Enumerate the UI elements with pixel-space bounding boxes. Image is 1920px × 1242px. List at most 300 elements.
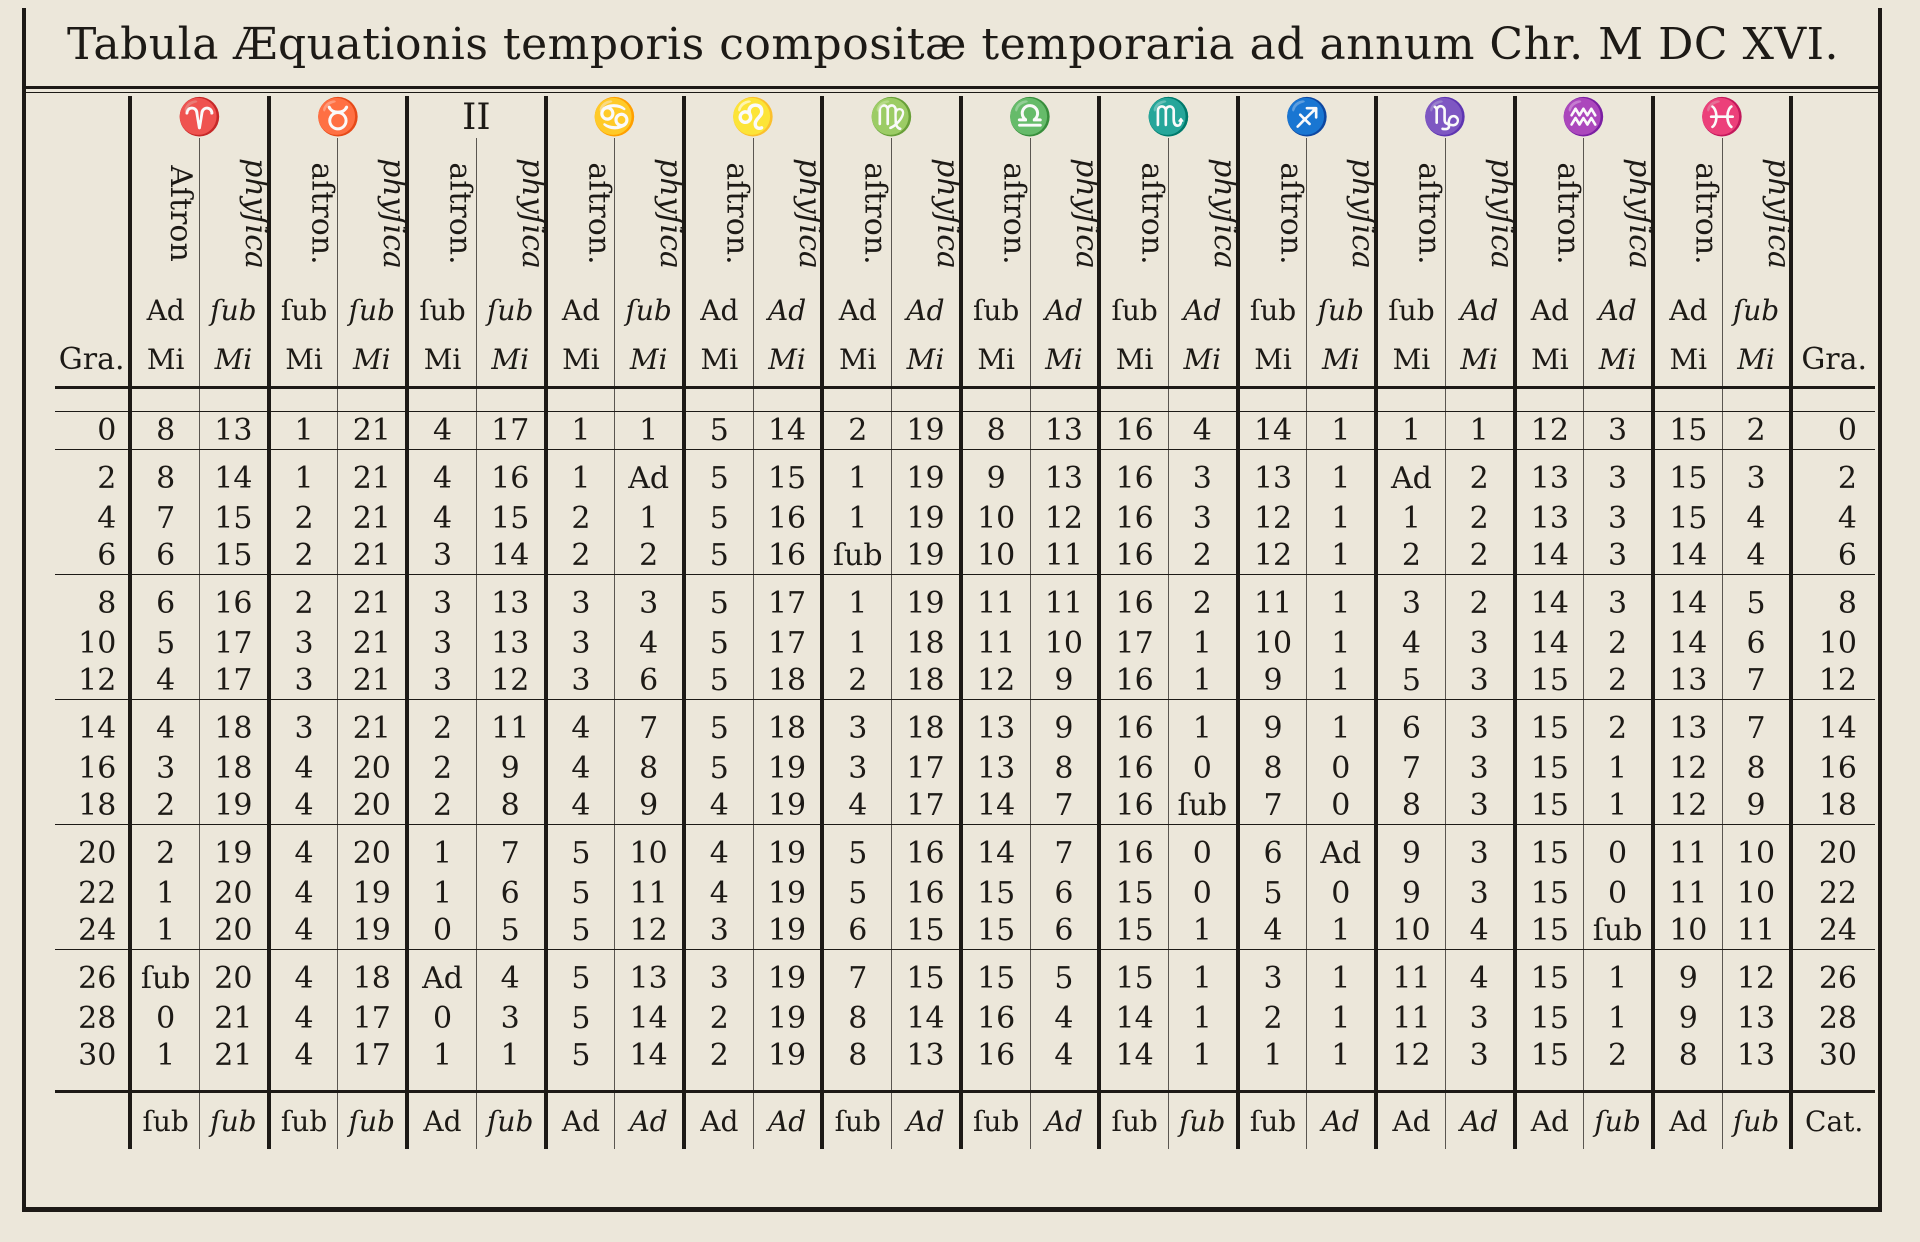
astron-label [1099,138,1168,288]
astron-value: 3 [269,625,338,662]
direction-astron: ſub [961,288,1030,332]
spacer-cell [961,1074,1030,1092]
physica-value: 18 [200,700,269,751]
astron-value: 14 [1238,412,1307,450]
spacer-cell [200,1074,269,1092]
astron-label [822,138,894,288]
astron-label-text: aſtron. [719,162,755,265]
sign-symbol: ♌ [684,96,822,138]
gra-value-left: 18 [55,787,130,825]
astron-value: 1 [407,825,476,876]
table-row [55,875,1875,912]
astron-value: 4 [546,700,615,751]
physica-value: 17 [338,1000,407,1037]
astron-value: 7 [1376,750,1445,787]
astron-label-text: aſtron. [304,162,340,265]
astron-value: 5 [1238,875,1307,912]
physica-value: 1 [1307,1037,1376,1074]
physica-value: 16 [753,537,822,575]
physica-value: 13 [1722,1037,1791,1074]
astron-value: 14 [1515,625,1584,662]
footer-direction-astron: ſub [961,1092,1030,1150]
gra-header-right: Gra. [1791,332,1875,388]
physica-value: 6 [1722,625,1791,662]
gra-value-right: 12 [1791,662,1875,700]
astron-value: 2 [407,700,476,751]
spacer-cell [1168,388,1237,412]
astron-value: 13 [961,700,1030,751]
physica-value: 0 [1584,875,1653,912]
sign-symbol: ♋ [546,96,684,138]
astron-value: 4 [269,1000,338,1037]
minutes-astron-header: Mi [684,332,753,388]
physica-value: 19 [338,912,407,950]
astron-value: Ad [407,950,476,1001]
footer-direction-physica: Ad [892,1092,961,1150]
equation-table [55,96,1875,1149]
astron-label [546,138,615,288]
spacer-cell [407,388,476,412]
astron-value: 16 [961,1000,1030,1037]
direction-astron: Ad [822,288,891,332]
minutes-astron-header: Mi [1099,332,1168,388]
physica-value: 3 [615,575,684,626]
gra-value-left: 16 [78,751,117,786]
physica-value: 1 [1307,1000,1376,1037]
physica-value: 21 [338,537,407,575]
astron-value: 9 [961,450,1030,501]
physica-value: 20 [200,875,269,912]
physica-value: 8 [1722,750,1791,787]
astron-value: 9 [1653,950,1722,1001]
minutes-physica-header: Mi [1030,332,1099,388]
direction-physica: ſub [1722,288,1791,332]
physica-value: 21 [338,575,407,626]
physica-value: 12 [1722,950,1791,1001]
physica-value: 19 [892,575,961,626]
astron-value: 13 [961,750,1030,787]
spacer-cell [200,388,269,412]
physica-value: 3 [1445,875,1514,912]
sign-symbol: ♓ [1653,96,1791,138]
astron-label-text: aſtron. [996,162,1032,265]
spacer-cell [130,1074,199,1092]
astron-value: 0 [130,1000,199,1037]
spacer-cell [269,1074,338,1092]
table-row [55,412,1875,450]
spacer-cell [1515,1074,1584,1092]
minutes-astron-header: Mi [407,332,476,388]
table-row [55,1000,1875,1037]
physica-value: 9 [1030,662,1099,700]
physica-value: 12 [476,662,545,700]
astron-value: 11 [1376,1000,1445,1037]
physica-label [892,138,966,288]
direction-physica: Ad [1030,288,1099,332]
astron-value: 16 [1099,750,1168,787]
astron-value: 4 [822,787,891,825]
minutes-physica-header: Mi [338,332,407,388]
table-row [55,575,1875,626]
gra-header-blank-right [1791,138,1875,288]
astron-value: 2 [407,787,476,825]
astron-value: 5 [546,912,615,950]
footer-direction-physica: Ad [753,1092,822,1150]
footer-direction-astron: ſub [822,1092,891,1150]
sign-symbol: II [407,96,545,138]
gra-value-left: 2 [97,460,117,496]
physica-label [476,138,550,288]
physica-value: 2 [1584,1037,1653,1074]
astron-value: 15 [1515,787,1584,825]
astron-value: 12 [1238,537,1307,575]
footer-direction-astron: Ad [684,1092,753,1150]
astron-value: Ad [1376,450,1445,501]
astron-value: 3 [684,912,753,950]
astron-value: 1 [269,412,338,450]
physica-label-text: phyſica [1483,158,1519,269]
physica-label-text: phyſica [237,158,273,269]
spacer-cell [1099,1074,1168,1092]
physica-value: 14 [753,412,822,450]
astron-value: 9 [1376,875,1445,912]
physica-value: 18 [200,750,269,787]
minutes-astron-header: Mi [961,332,1030,388]
gra-value-left: 10 [78,626,117,661]
gra-value-right: 16 [1791,750,1875,787]
physica-label [1445,138,1519,288]
astron-value: 5 [684,625,753,662]
astron-value: 2 [407,750,476,787]
physica-value: 2 [1584,662,1653,700]
minutes-physica-header: Mi [200,332,269,388]
physica-value: 1 [1168,1000,1237,1037]
minutes-astron-header: Mi [546,332,615,388]
astron-value: 3 [407,537,476,575]
physica-value: 2 [1445,575,1514,626]
astron-value: 15 [1515,700,1584,751]
direction-astron: Ad [1653,288,1722,332]
gra-value-left: 30 [78,1038,117,1073]
physica-value: 13 [476,625,545,662]
physica-value: 1 [1307,450,1376,501]
gra-value-right: 28 [1791,1000,1875,1037]
direction-physica: Ad [892,288,961,332]
astron-value: 3 [130,750,199,787]
physica-value: 19 [753,825,822,876]
physica-value: 12 [615,912,684,950]
physica-value: 19 [753,875,822,912]
physica-label-text: phyſica [653,158,689,269]
cat-label: Cat. [1791,1092,1875,1150]
physica-value: 14 [476,537,545,575]
physica-value: 3 [1445,625,1514,662]
physica-value: 3 [1168,450,1237,501]
gra-value-left: 28 [78,1001,117,1036]
physica-value: 3 [1584,537,1653,575]
spacer-cell [1168,1074,1237,1092]
physica-value: 6 [615,662,684,700]
physica-value: 11 [1030,575,1099,626]
physica-value: Ad [1307,825,1376,876]
astron-value: 16 [1099,825,1168,876]
astron-label [130,138,199,288]
physica-value: 4 [1722,500,1791,537]
physica-value: ſub [1168,787,1237,825]
astron-value: 2 [269,575,338,626]
astron-value: 15 [1515,825,1584,876]
footer-direction-astron: Ad [546,1092,615,1150]
table-row [55,1037,1875,1074]
physica-value: 11 [1722,912,1791,950]
footer-direction-astron: Ad [1653,1092,1722,1150]
physica-value: 17 [200,662,269,700]
physica-value: 1 [1168,625,1237,662]
physica-value: 2 [1168,537,1237,575]
astron-label [961,138,1030,288]
physica-value: 7 [615,700,684,751]
astron-value: 15 [1653,412,1722,450]
astron-label [684,138,753,288]
astron-value: 15 [1515,1037,1584,1074]
spacer-cell [1791,1074,1875,1092]
physica-value: 19 [753,750,822,787]
gra-header-blank-right [1791,96,1875,138]
physica-value: 13 [615,950,684,1001]
astron-value: 13 [1515,500,1584,537]
physica-value: 9 [615,787,684,825]
spacer-cell [1584,1074,1653,1092]
direction-physica: Ad [753,288,822,332]
physica-value: 5 [1030,950,1099,1001]
astron-value: 10 [961,500,1030,537]
astron-value: 4 [684,825,753,876]
physica-value: 2 [615,537,684,575]
astron-value: 10 [1653,912,1722,950]
astron-value: 11 [1238,575,1307,626]
astron-value: 13 [1515,450,1584,501]
astron-value: 3 [407,625,476,662]
astron-value: 8 [961,412,1030,450]
astron-value: 5 [684,700,753,751]
physica-value: 3 [1722,450,1791,501]
astron-value: 9 [1238,700,1307,751]
physica-value: 0 [1307,787,1376,825]
physica-value: 14 [615,1000,684,1037]
physica-value: 9 [1030,700,1099,751]
physica-value: 2 [1722,412,1791,450]
astron-label-text: aſtron. [1134,162,1170,265]
astron-value: 5 [546,825,615,876]
astron-value: 3 [822,750,891,787]
physica-value: 19 [753,1037,822,1074]
physica-value: 0 [1307,750,1376,787]
physica-label-text: phyſica [1206,158,1242,269]
astron-value: 3 [269,662,338,700]
table-row [55,700,1875,751]
astron-value: 6 [130,537,199,575]
spacer-cell [1722,388,1791,412]
astron-value: 14 [1653,625,1722,662]
astron-value: 14 [1099,1037,1168,1074]
physica-value: 21 [338,450,407,501]
direction-physica: ſub [200,288,269,332]
physica-value: 15 [753,450,822,501]
table-row [55,825,1875,876]
astron-value: 3 [822,700,891,751]
physica-value: 16 [476,450,545,501]
physica-value: 19 [753,1000,822,1037]
physica-value: 15 [476,500,545,537]
title-rule-thin [26,92,1880,93]
astron-value: 3 [684,950,753,1001]
sign-symbol: ♎ [961,96,1099,138]
physica-value: 17 [476,412,545,450]
astron-value: 16 [961,1037,1030,1074]
direction-astron: ſub [1099,288,1168,332]
spacer-cell [1515,388,1584,412]
physica-value: 18 [753,662,822,700]
physica-value: 3 [1168,500,1237,537]
physica-value: 19 [753,912,822,950]
astron-value: 4 [269,1037,338,1074]
physica-value: 21 [200,1000,269,1037]
physica-label [1168,138,1242,288]
astron-value: 17 [1099,625,1168,662]
spacer-cell [407,1074,476,1092]
astron-value: 15 [1653,450,1722,501]
astron-label [1515,138,1584,288]
sign-symbol: ♏ [1099,96,1237,138]
astron-value: 14 [1099,1000,1168,1037]
physica-value: 5 [1722,575,1791,626]
physica-value: 4 [1445,912,1514,950]
physica-value: 20 [338,787,407,825]
direction-astron: ſub [407,288,476,332]
physica-value: 18 [892,625,961,662]
table-row [55,662,1875,700]
physica-value: 11 [615,875,684,912]
physica-value: 2 [1168,575,1237,626]
physica-value: 16 [892,825,961,876]
gra-value-right: 4 [1791,500,1875,537]
astron-value: 4 [407,500,476,537]
spacer-cell [55,1074,130,1092]
astron-value: 4 [1238,912,1307,950]
physica-value: 21 [338,500,407,537]
astron-value: 15 [961,875,1030,912]
physica-value: 1 [615,412,684,450]
minutes-astron-header: Mi [1376,332,1445,388]
physica-label-text: phyſica [1068,158,1104,269]
physica-value: 7 [1030,787,1099,825]
physica-value: 7 [1722,700,1791,751]
physica-value: Ad [615,450,684,501]
physica-value: 13 [1030,412,1099,450]
spacer-cell [1445,388,1514,412]
gra-value-right: 18 [1791,787,1875,825]
spacer-cell [1791,388,1875,412]
astron-value: 3 [1238,950,1307,1001]
astron-value: 5 [684,662,753,700]
physica-value: 19 [338,875,407,912]
astron-value: 15 [1099,950,1168,1001]
gra-value-left: 24 [55,912,130,950]
gra-value-right: 14 [1791,700,1875,751]
astron-value: 5 [1376,662,1445,700]
astron-value: 4 [684,787,753,825]
astron-value: 12 [1653,787,1722,825]
table-row [55,912,1875,950]
astron-value: 1 [822,450,891,501]
page-title: Tabula Æquationis temporis compositæ temporaria ad annum Chr. M DC XVI. [66,18,1840,70]
astron-value: 14 [961,787,1030,825]
physica-label [1584,138,1658,288]
astron-value: 1 [546,412,615,450]
astron-value: 1 [1376,412,1445,450]
physica-value: 20 [338,750,407,787]
physica-value: 4 [1030,1037,1099,1074]
physica-value: 17 [892,787,961,825]
physica-value: 15 [200,500,269,537]
spacer-cell [892,388,961,412]
spacer-cell [269,388,338,412]
physica-label [1030,138,1104,288]
spacer-cell [1030,388,1099,412]
astron-value: 13 [1653,662,1722,700]
physica-value: 13 [1030,450,1099,501]
footer-direction-physica: Ad [1307,1092,1376,1150]
spacer-cell [753,388,822,412]
footer-direction-physica: Ad [615,1092,684,1150]
gra-value-right: 30 [1791,1037,1875,1074]
gra-value-left: 26 [78,960,117,996]
astron-value: 15 [1515,1000,1584,1037]
physica-value: 10 [1030,625,1099,662]
spacer-cell [822,1074,891,1092]
astron-value: 3 [546,625,615,662]
astron-label [1376,138,1445,288]
footer-direction-physica: ſub [476,1092,545,1150]
astron-value: 15 [1099,875,1168,912]
astron-value: 7 [130,500,199,537]
spacer-cell [1653,388,1722,412]
footer-direction-astron: ſub [130,1092,199,1150]
physica-value: 5 [476,912,545,950]
physica-label-text: phyſica [791,158,827,269]
physica-value: 9 [1722,787,1791,825]
spacer-cell [684,1074,753,1092]
astron-value: 2 [269,500,338,537]
astron-value: 11 [1376,950,1445,1001]
astron-value: 11 [961,575,1030,626]
astron-label-text: Aſtron [163,165,199,262]
astron-value: 9 [1238,662,1307,700]
gra-value-left: 22 [78,876,117,911]
astron-value: 1 [269,450,338,501]
astron-value: 2 [684,1000,753,1037]
physica-value: 1 [1307,700,1376,751]
physica-value: 11 [1030,537,1099,575]
astron-value: 8 [1238,750,1307,787]
astron-value: 2 [130,825,199,876]
physica-value: 3 [1445,662,1514,700]
astron-value: 5 [546,1037,615,1074]
astron-value: 4 [407,412,476,450]
astron-value: 1 [407,1037,476,1074]
astron-label-text: aſtron. [1411,162,1447,265]
physica-value: 2 [1445,537,1514,575]
